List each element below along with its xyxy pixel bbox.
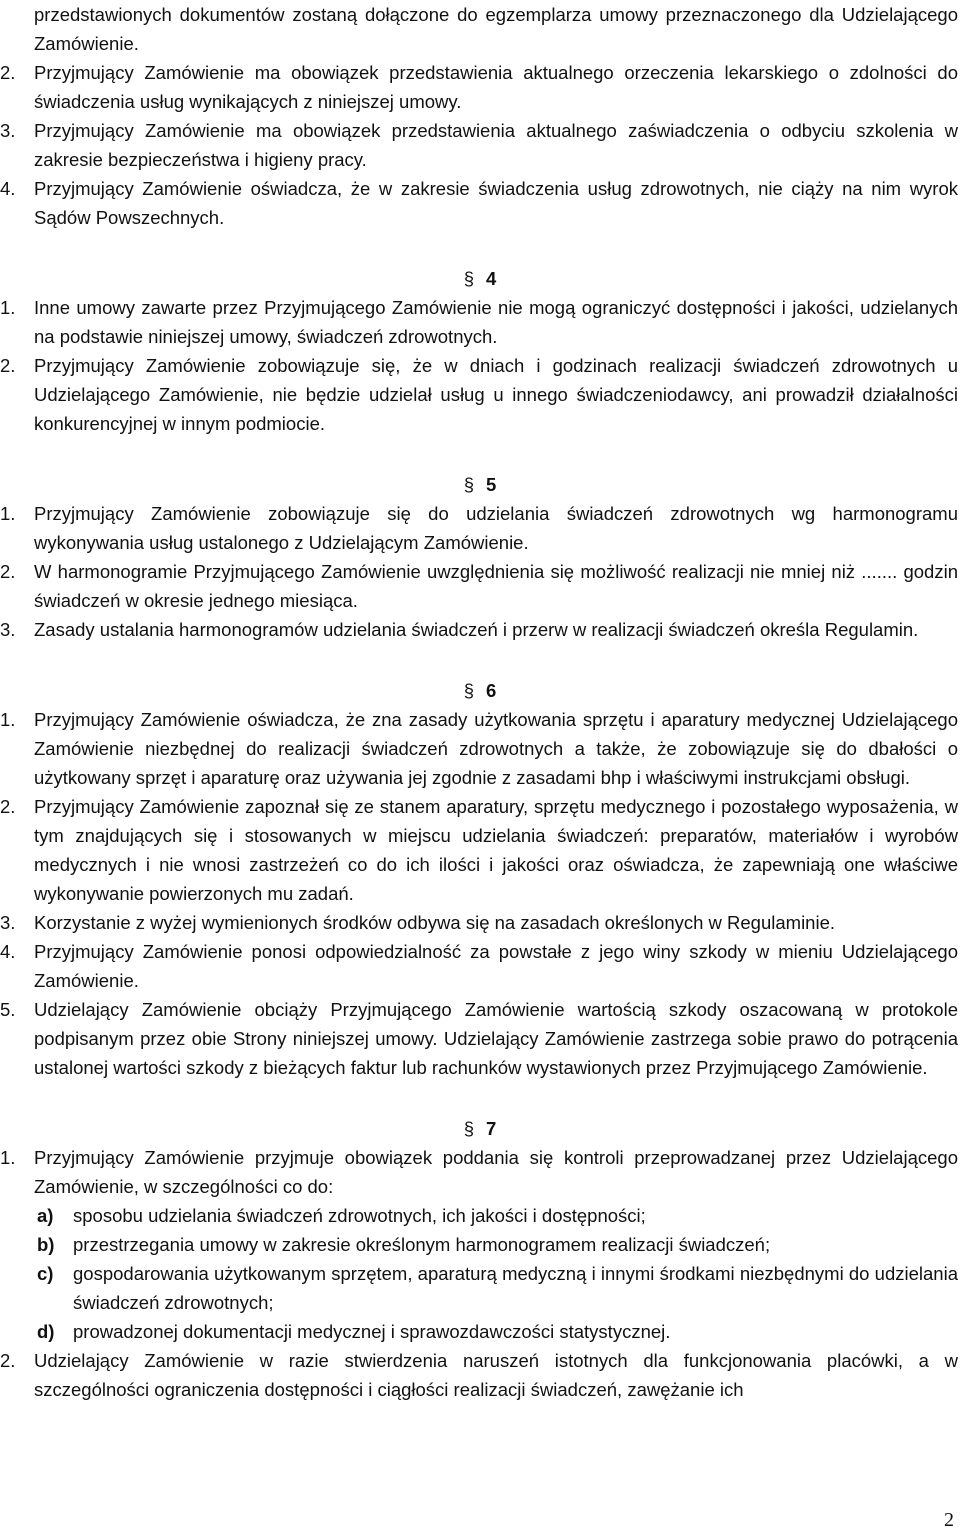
- item-number: 3.: [0, 912, 16, 933]
- item-text: Przyjmujący Zamówienie ponosi odpowiedzialność za powstałe z jego winy szkody w mieniu Udzielającego Zamówienie.: [34, 941, 958, 991]
- item-number: 2.: [0, 561, 16, 582]
- list-item: [0, 937, 960, 995]
- item-number: 1.: [0, 297, 16, 318]
- sub-list-item: [0, 1201, 960, 1230]
- list-item: [0, 293, 960, 351]
- sub-item-letter: c): [37, 1263, 54, 1284]
- item-number: 2.: [0, 796, 16, 817]
- item-text: Przyjmujący Zamówienie przyjmuje obowiązek poddania się kontroli przeprowadzanej przez Udzielającego Zamówienie, w szczególności co do:: [34, 1147, 958, 1197]
- section-5: [0, 470, 960, 644]
- section-7: [0, 1114, 960, 1404]
- item-text: Przyjmujący Zamówienie zapoznał się ze stanem aparatury, sprzętu medycznego i pozostałego wyposażenia, w tym znajdujących się i stosowanych w miejscu udzielania świadczeń: preparatów, materiałów i wyrobów medycznych i nie wnosi zastrzeżeń co do ich ilości i jakości oraz oświadcza, że zapewniają one właściwe wykonywanie powierzonych mu zadań.: [34, 796, 958, 904]
- item-text: Przyjmujący Zamówienie zobowiązuje się do udzielania świadczeń zdrowotnych wg harmonogramu wykonywania usług ustalonego z Udzielającym Zamówienie.: [34, 503, 958, 553]
- section-number: 7: [486, 1118, 497, 1139]
- list-item: [0, 615, 960, 644]
- list-item: [0, 995, 960, 1082]
- item-text: Przyjmujący Zamówienie oświadcza, że zna zasady użytkowania sprzętu i aparatury medycznej Udzielającego Zamówienie niezbędnej do realizacji świadczeń zdrowotnych a także, że zobowiązuje się do dbałości o użytkowany sprzęt i aparaturę oraz używania jej zgodnie z zasadami bhp i właściwymi instrukcjami obsługi.: [34, 709, 958, 788]
- list-item: [0, 792, 960, 908]
- section-symbol: §: [463, 474, 474, 495]
- item-number: 3.: [0, 619, 16, 640]
- item-text: Przyjmujący Zamówienie ma obowiązek przedstawienia aktualnego orzeczenia lekarskiego o zdolności do świadczenia usług wynikających z niniejszej umowy.: [34, 62, 958, 112]
- item-text: Przyjmujący Zamówienie oświadcza, że w zakresie świadczenia usług zdrowotnych, nie ciąży na nim wyrok Sądów Powszechnych.: [34, 178, 958, 228]
- item-number: 2.: [0, 1350, 16, 1371]
- sub-list-item: [0, 1259, 960, 1317]
- list-item: [0, 557, 960, 615]
- sub-item-text: sposobu udzielania świadczeń zdrowotnych, ich jakości i dostępności;: [73, 1205, 646, 1226]
- item-text: Inne umowy zawarte przez Przyjmującego Zamówienie nie mogą ograniczyć dostępności i jakości, udzielanych na podstawie niniejszej umowy, świadczeń zdrowotnych.: [34, 297, 958, 347]
- page-number: 2: [944, 1509, 954, 1531]
- sub-item-letter: b): [37, 1234, 55, 1255]
- item-number: 2.: [0, 62, 16, 83]
- list-item: [0, 1346, 960, 1404]
- sub-item-letter: a): [37, 1205, 54, 1226]
- section-4: [0, 264, 960, 438]
- item-text: Korzystanie z wyżej wymienionych środków odbywa się na zasadach określonych w Regulaminie.: [34, 912, 836, 933]
- section-heading: [0, 676, 960, 705]
- section-symbol: §: [463, 268, 474, 289]
- list-item: [0, 908, 960, 937]
- list-item: [0, 1143, 960, 1201]
- item-text: Udzielający Zamówienie w razie stwierdzenia naruszeń istotnych dla funkcjonowania placówki, a w szczególności ograniczenia dostępności i ciągłości realizacji świadczeń, zawężanie ich: [34, 1350, 958, 1400]
- sub-item-text: przestrzegania umowy w zakresie określonym harmonogramem realizacji świadczeń;: [73, 1234, 771, 1255]
- section-heading: [0, 470, 960, 499]
- section-number: 4: [486, 268, 497, 289]
- section-number: 5: [486, 474, 497, 495]
- paragraph-continuation: przedstawionych dokumentów zostaną dołączone do egzemplarza umowy przeznaczonego dla Udzielającego Zamówienie.: [34, 4, 958, 54]
- list-item: [0, 705, 960, 792]
- sub-item-text: gospodarowania użytkowanym sprzętem, aparaturą medyczną i innymi środkami niezbędnymi do udzielania świadczeń zdrowotnych;: [73, 1263, 958, 1313]
- section-number: 6: [486, 680, 497, 701]
- sub-list-item: [0, 1230, 960, 1259]
- item-text: Przyjmujący Zamówienie ma obowiązek przedstawienia aktualnego zaświadczenia o odbyciu szkolenia w zakresie bezpieczeństwa i higieny pracy.: [34, 120, 958, 170]
- section-symbol: §: [463, 680, 474, 701]
- item-text: W harmonogramie Przyjmującego Zamówienie uwzględnienia się możliwość realizacji nie mniej niż ....... godzin świadczeń w okresie jednego miesiąca.: [34, 561, 958, 611]
- list-item: [0, 174, 960, 232]
- item-number: 5.: [0, 999, 16, 1020]
- sub-list-item: [0, 1317, 960, 1346]
- item-number: 1.: [0, 503, 16, 524]
- sub-item-text: prowadzonej dokumentacji medycznej i sprawozdawczości statystycznej.: [73, 1321, 671, 1342]
- sub-item-letter: d): [37, 1321, 55, 1342]
- section-symbol: §: [463, 1118, 474, 1139]
- item-number: 3.: [0, 120, 16, 141]
- list-item: [0, 351, 960, 438]
- list-item: [0, 58, 960, 116]
- intro-block: [0, 0, 960, 232]
- section-heading: [0, 264, 960, 293]
- item-number: 1.: [0, 1147, 16, 1168]
- item-text: Udzielający Zamówienie obciąży Przyjmującego Zamówienie wartością szkody oszacowaną w protokole podpisanym przez obie Strony niniejszej umowy. Udzielający Zamówienie zastrzega sobie prawo do potrącenia ustalonej wartości szkody z bieżących faktur lub rachunków wystawionych przez Przyjmującego Zamówienie.: [34, 999, 958, 1078]
- section-6: [0, 676, 960, 1082]
- item-number: 2.: [0, 355, 16, 376]
- list-item: [0, 499, 960, 557]
- item-number: 1.: [0, 709, 16, 730]
- section-heading: [0, 1114, 960, 1143]
- item-text: Zasady ustalania harmonogramów udzielania świadczeń i przerw w realizacji świadczeń określa Regulamin.: [34, 619, 919, 640]
- list-item: [0, 116, 960, 174]
- item-text: Przyjmujący Zamówienie zobowiązuje się, że w dniach i godzinach realizacji świadczeń zdrowotnych u Udzielającego Zamówienie, nie będzie udzielał usług u innego świadczeniodawcy, ani prowadził działalności konkurencyjnej w innym podmiocie.: [34, 355, 958, 434]
- item-number: 4.: [0, 178, 16, 199]
- item-number: 4.: [0, 941, 16, 962]
